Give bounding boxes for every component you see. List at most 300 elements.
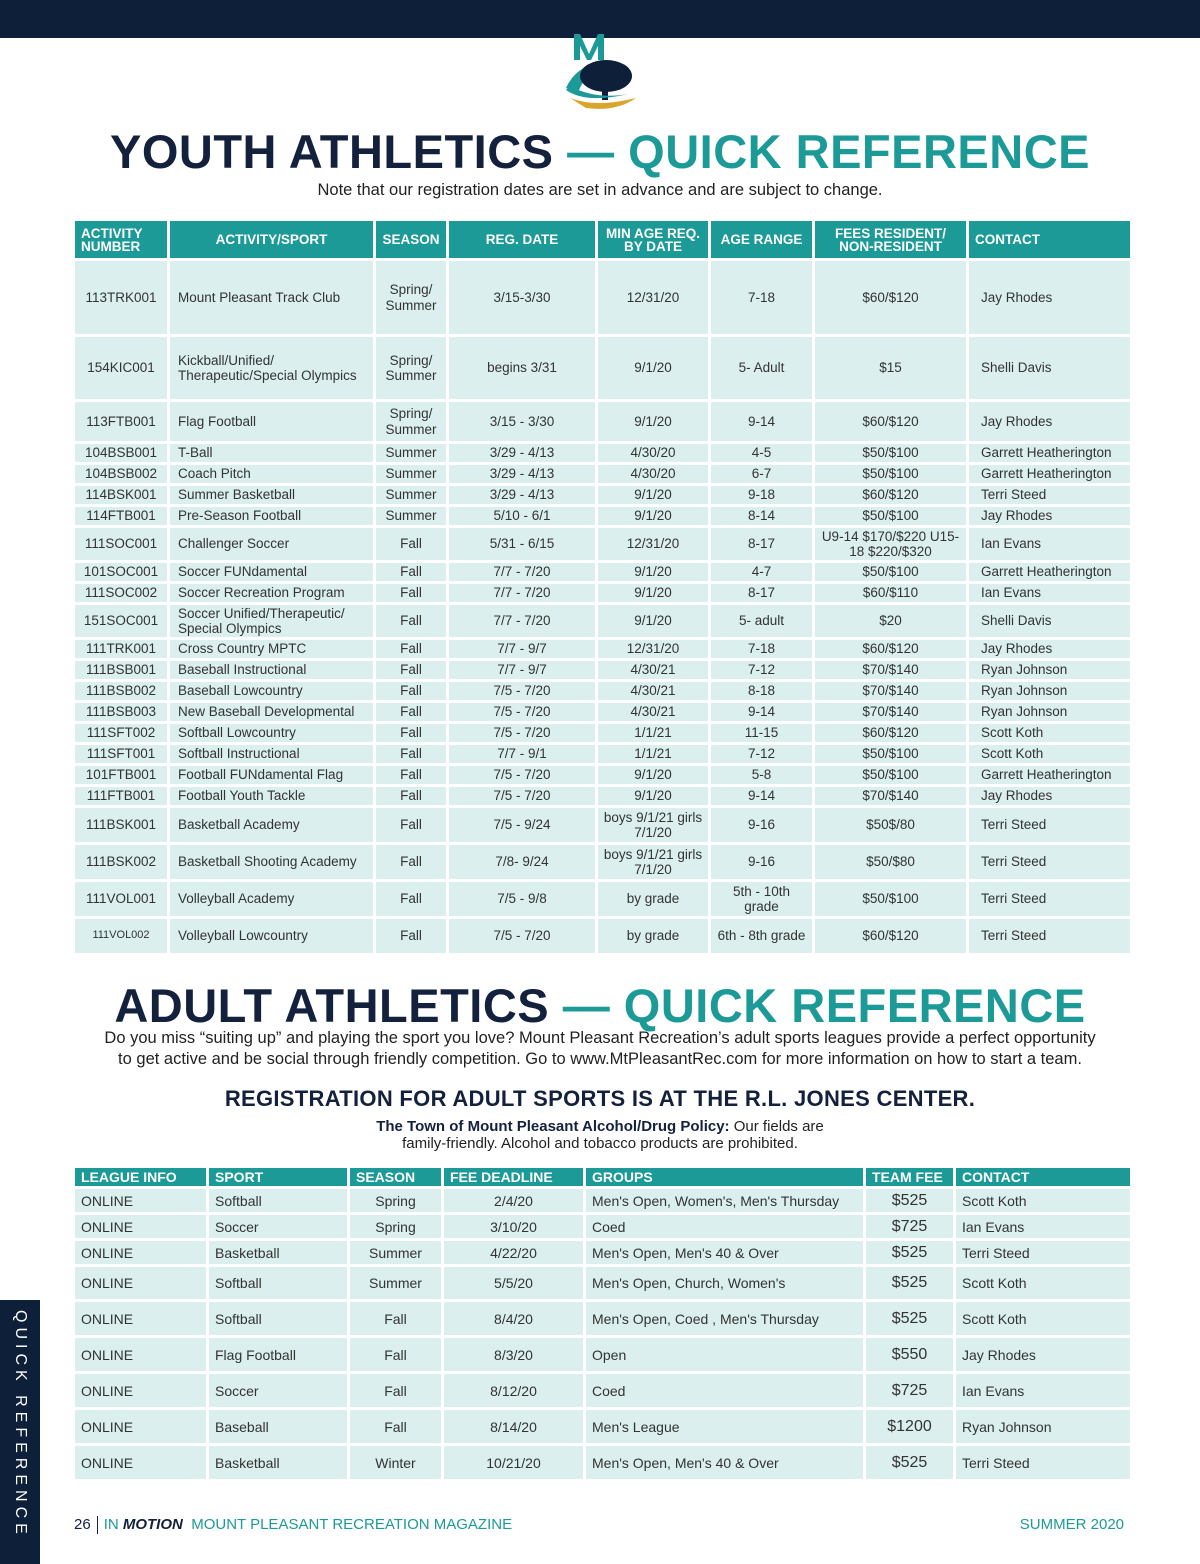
cell-fees: $60/$120 [815,486,966,504]
cell-fee-deadline: 4/22/20 [444,1241,583,1264]
cell-activity-number: 113FTB001 [75,402,167,441]
cell-contact: Ryan Johnson [956,1410,1130,1443]
cell-age-range: 5th - 10th grade [711,882,812,916]
cell-fee-deadline: 8/14/20 [444,1410,583,1443]
table-row [75,1215,1130,1238]
cell-min-age: boys 9/1/21 girls 7/1/20 [598,845,708,879]
cell-season: Fall [350,1302,441,1335]
cell-min-age: boys 9/1/21 girls 7/1/20 [598,808,708,842]
cell-min-age: 4/30/21 [598,703,708,721]
cell-activity-number: 111SFT001 [75,745,167,763]
cell-season: Spring/ Summer [376,261,446,334]
cell-sport: Softball [209,1189,347,1212]
cell-fees: $50/$100 [815,745,966,763]
cell-league-info: ONLINE [75,1215,206,1238]
cell-activity-number: 113TRK001 [75,261,167,334]
cell-reg-date: 7/7 - 9/1 [449,745,595,763]
table-row [75,640,1130,658]
cell-reg-date: 7/7 - 9/7 [449,661,595,679]
cell-reg-date: 7/7 - 7/20 [449,563,595,581]
cell-fees: $60/$120 [815,402,966,441]
cell-fees: $50/$100 [815,465,966,483]
cell-min-age: 9/1/20 [598,787,708,805]
table-row [75,1189,1130,1212]
cell-reg-date: 5/31 - 6/15 [449,528,595,560]
cell-contact: Scott Koth [956,1189,1130,1212]
cell-activity-sport: Volleyball Lowcountry [170,919,373,953]
cell-reg-date: 7/5 - 7/20 [449,703,595,721]
cell-fees: $50/$80 [815,845,966,879]
cell-fees: $50/$100 [815,563,966,581]
cell-reg-date: 7/5 - 9/8 [449,882,595,916]
cell-activity-number: 111BSB001 [75,661,167,679]
col-team-fee: TEAM FEE [866,1168,953,1186]
col-league-info: LEAGUE INFO [75,1168,206,1186]
cell-team-fee: $1200 [866,1410,953,1443]
cell-activity-number: 111SFT002 [75,724,167,742]
cell-activity-sport: Basketball Academy [170,808,373,842]
cell-contact: Jay Rhodes [969,402,1130,441]
cell-fee-deadline: 3/10/20 [444,1215,583,1238]
cell-reg-date: begins 3/31 [449,337,595,399]
youth-table [72,218,1133,956]
cell-reg-date: 3/15-3/30 [449,261,595,334]
cell-groups: Men's League [586,1410,863,1443]
cell-reg-date: 3/29 - 4/13 [449,486,595,504]
cell-contact: Ryan Johnson [969,703,1130,721]
cell-activity-sport: Baseball Instructional [170,661,373,679]
cell-fees: $70/$140 [815,682,966,700]
cell-activity-sport: Baseball Lowcountry [170,682,373,700]
cell-contact: Terri Steed [969,845,1130,879]
cell-contact: Scott Koth [956,1302,1130,1335]
cell-fees: $50/$100 [815,444,966,462]
cell-min-age: 9/1/20 [598,563,708,581]
cell-season: Fall [376,845,446,879]
cell-team-fee: $725 [866,1374,953,1407]
cell-league-info: ONLINE [75,1374,206,1407]
cell-min-age: 4/30/20 [598,444,708,462]
adult-intro [0,1028,1200,1070]
cell-activity-number: 111SOC001 [75,528,167,560]
footer-issue: SUMMER 2020 [1019,1516,1124,1533]
cell-contact: Terri Steed [969,808,1130,842]
cell-sport: Softball [209,1302,347,1335]
cell-contact: Jay Rhodes [969,787,1130,805]
table-row [75,507,1130,525]
cell-contact: Shelli Davis [969,605,1130,637]
cell-season: Fall [376,605,446,637]
cell-groups: Coed [586,1215,863,1238]
cell-age-range: 9-14 [711,703,812,721]
cell-fees: $50/$100 [815,882,966,916]
table-row [75,584,1130,602]
footer-motion: MOTION [122,1516,183,1533]
cell-age-range: 8-17 [711,584,812,602]
col-contact: CONTACT [969,221,1130,258]
cell-contact: Shelli Davis [969,337,1130,399]
cell-min-age: 4/30/21 [598,682,708,700]
table-row [75,337,1130,399]
col-activity-number: ACTIVITY NUMBER [75,221,167,258]
cell-contact: Ian Evans [956,1374,1130,1407]
col-season: SEASON [350,1168,441,1186]
col-reg-date: REG. DATE [449,221,595,258]
table-row [75,1267,1130,1299]
cell-fee-deadline: 8/4/20 [444,1302,583,1335]
table-row [75,528,1130,560]
cell-season: Fall [376,724,446,742]
cell-groups: Men's Open, Coed , Men's Thursday [586,1302,863,1335]
table-row [75,1338,1130,1371]
cell-season: Fall [350,1374,441,1407]
cell-season: Spring/ Summer [376,337,446,399]
cell-min-age: 9/1/20 [598,605,708,637]
cell-contact: Jay Rhodes [956,1338,1130,1371]
cell-season: Summer [376,486,446,504]
policy-text-2: family-friendly. Alcohol and tobacco products are prohibited. [402,1135,798,1152]
table-row [75,919,1130,953]
cell-activity-number: 111VOL001 [75,882,167,916]
cell-season: Fall [376,882,446,916]
table-row [75,1374,1130,1407]
table-row [75,1410,1130,1443]
cell-sport: Softball [209,1267,347,1299]
cell-age-range: 9-16 [711,845,812,879]
cell-sport: Basketball [209,1241,347,1264]
cell-activity-number: 111BSB002 [75,682,167,700]
cell-sport: Basketball [209,1446,347,1479]
col-fees: FEES RESIDENT/ NON-RESIDENT [815,221,966,258]
cell-sport: Baseball [209,1410,347,1443]
cell-age-range: 8-18 [711,682,812,700]
cell-season: Summer [376,444,446,462]
cell-activity-sport: Kickball/Unified/ Therapeutic/Special Olympics [170,337,373,399]
table-row [75,1302,1130,1335]
cell-season: Spring/ Summer [376,402,446,441]
cell-contact: Terri Steed [956,1241,1130,1264]
cell-min-age: 12/31/20 [598,261,708,334]
cell-season: Fall [376,528,446,560]
cell-fees: $70/$140 [815,787,966,805]
table-row [75,486,1130,504]
table-row [75,661,1130,679]
cell-contact: Garrett Heatherington [969,563,1130,581]
cell-contact: Garrett Heatherington [969,465,1130,483]
col-season: SEASON [376,221,446,258]
cell-season: Fall [376,682,446,700]
cell-fees: $60/$110 [815,584,966,602]
cell-activity-sport: Mount Pleasant Track Club [170,261,373,334]
cell-min-age: by grade [598,882,708,916]
cell-sport: Flag Football [209,1338,347,1371]
table-row [75,682,1130,700]
cell-fees: $20 [815,605,966,637]
side-tab-label: QUICK REFERENCE [12,1310,29,1539]
cell-season: Fall [350,1338,441,1371]
page-number: 26 [74,1516,91,1533]
cell-activity-number: 111SOC002 [75,584,167,602]
cell-min-age: 12/31/20 [598,528,708,560]
cell-groups: Men's Open, Men's 40 & Over [586,1446,863,1479]
cell-contact: Ian Evans [969,584,1130,602]
cell-activity-number: 154KIC001 [75,337,167,399]
cell-age-range: 7-12 [711,745,812,763]
cell-min-age: 1/1/21 [598,724,708,742]
col-sport: SPORT [209,1168,347,1186]
table-row [75,882,1130,916]
table-row [75,1241,1130,1264]
cell-activity-sport: Soccer FUNdamental [170,563,373,581]
cell-fee-deadline: 8/3/20 [444,1338,583,1371]
table-row [75,766,1130,784]
cell-groups: Men's Open, Men's 40 & Over [586,1241,863,1264]
cell-season: Fall [376,640,446,658]
cell-contact: Ian Evans [956,1215,1130,1238]
adult-intro-line2: to get active and be social through friendly competition. Go to www.MtPleasantRec.com for more information on how to start a team. [118,1050,1082,1068]
table-row [75,787,1130,805]
cell-reg-date: 7/8- 9/24 [449,845,595,879]
cell-contact: Terri Steed [969,919,1130,953]
cell-fee-deadline: 2/4/20 [444,1189,583,1212]
cell-reg-date: 7/5 - 7/20 [449,682,595,700]
cell-activity-sport: Coach Pitch [170,465,373,483]
cell-fees: $60/$120 [815,640,966,658]
cell-reg-date: 5/10 - 6/1 [449,507,595,525]
cell-contact: Scott Koth [956,1267,1130,1299]
cell-min-age: 9/1/20 [598,486,708,504]
adult-table [72,1165,1133,1482]
cell-season: Fall [350,1410,441,1443]
cell-activity-number: 111TRK001 [75,640,167,658]
cell-season: Fall [376,703,446,721]
cell-reg-date: 7/5 - 7/20 [449,919,595,953]
table-row [75,703,1130,721]
cell-reg-date: 7/5 - 7/20 [449,724,595,742]
cell-team-fee: $725 [866,1215,953,1238]
cell-activity-sport: T-Ball [170,444,373,462]
cell-reg-date: 3/15 - 3/30 [449,402,595,441]
cell-fees: $60/$120 [815,724,966,742]
cell-age-range: 9-18 [711,486,812,504]
table-row [75,563,1130,581]
cell-min-age: 1/1/21 [598,745,708,763]
cell-season: Winter [350,1446,441,1479]
cell-activity-sport: Flag Football [170,402,373,441]
cell-min-age: 9/1/20 [598,402,708,441]
cell-age-range: 5-8 [711,766,812,784]
cell-activity-number: 111BSK002 [75,845,167,879]
cell-season: Summer [376,465,446,483]
cell-season: Fall [376,563,446,581]
col-contact: CONTACT [956,1168,1130,1186]
footer-in: IN [103,1516,119,1533]
cell-contact: Jay Rhodes [969,507,1130,525]
table-row [75,444,1130,462]
cell-min-age: 4/30/20 [598,465,708,483]
table-row [75,465,1130,483]
cell-contact: Terri Steed [969,486,1130,504]
cell-season: Fall [376,766,446,784]
cell-fees: $70/$140 [815,661,966,679]
cell-season: Fall [376,808,446,842]
cell-activity-number: 151SOC001 [75,605,167,637]
cell-activity-sport: Volleyball Academy [170,882,373,916]
cell-contact: Terri Steed [969,882,1130,916]
cell-season: Fall [376,919,446,953]
cell-fees: U9-14 $170/$220 U15-18 $220/$320 [815,528,966,560]
cell-min-age: 12/31/20 [598,640,708,658]
cell-age-range: 9-14 [711,402,812,441]
cell-groups: Men's Open, Women's, Men's Thursday [586,1189,863,1212]
cell-age-range: 6th - 8th grade [711,919,812,953]
cell-fees: $60/$120 [815,919,966,953]
cell-league-info: ONLINE [75,1410,206,1443]
cell-reg-date: 3/29 - 4/13 [449,465,595,483]
cell-season: Fall [376,584,446,602]
cell-age-range: 9-16 [711,808,812,842]
cell-activity-number: 104BSB002 [75,465,167,483]
cell-activity-sport: New Baseball Developmental [170,703,373,721]
cell-contact: Terri Steed [956,1446,1130,1479]
cell-fee-deadline: 5/5/20 [444,1267,583,1299]
cell-contact: Scott Koth [969,745,1130,763]
cell-fees: $15 [815,337,966,399]
cell-league-info: ONLINE [75,1267,206,1299]
side-tab [0,1300,40,1564]
cell-reg-date: 7/7 - 9/7 [449,640,595,658]
policy-text-1: Our fields are [733,1118,824,1135]
cell-league-info: ONLINE [75,1189,206,1212]
cell-season: Fall [376,661,446,679]
col-age-range: AGE RANGE [711,221,812,258]
cell-team-fee: $525 [866,1302,953,1335]
cell-activity-sport: Pre-Season Football [170,507,373,525]
footer-magazine: MOUNT PLEASANT RECREATION MAGAZINE [191,1516,513,1533]
cell-min-age: by grade [598,919,708,953]
cell-contact: Ryan Johnson [969,682,1130,700]
cell-activity-number: 111BSK001 [75,808,167,842]
cell-season: Spring [350,1215,441,1238]
cell-fees: $60/$120 [815,261,966,334]
cell-age-range: 6-7 [711,465,812,483]
cell-reg-date: 7/5 - 9/24 [449,808,595,842]
cell-age-range: 7-18 [711,261,812,334]
cell-team-fee: $525 [866,1189,953,1212]
cell-contact: Ryan Johnson [969,661,1130,679]
cell-activity-number: 111BSB003 [75,703,167,721]
cell-activity-sport: Football FUNdamental Flag [170,766,373,784]
cell-activity-number: 101FTB001 [75,766,167,784]
cell-sport: Soccer [209,1215,347,1238]
col-activity-sport: ACTIVITY/SPORT [170,221,373,258]
cell-min-age: 9/1/20 [598,584,708,602]
cell-min-age: 4/30/21 [598,661,708,679]
col-fee-deadline: FEE DEADLINE [444,1168,583,1186]
table-row [75,1446,1130,1479]
cell-sport: Soccer [209,1374,347,1407]
youth-note: Note that our registration dates are set in advance and are subject to change. [317,181,883,199]
cell-season: Summer [350,1267,441,1299]
table-row [75,605,1130,637]
cell-fees: $70/$140 [815,703,966,721]
cell-age-range: 8-17 [711,528,812,560]
alcohol-policy [0,1118,1200,1152]
cell-season: Spring [350,1189,441,1212]
table-row [75,808,1130,842]
cell-groups: Coed [586,1374,863,1407]
cell-league-info: ONLINE [75,1302,206,1335]
cell-contact: Garrett Heatherington [969,444,1130,462]
cell-fee-deadline: 8/12/20 [444,1374,583,1407]
cell-season: Summer [376,507,446,525]
cell-team-fee: $550 [866,1338,953,1371]
cell-activity-sport: Soccer Recreation Program [170,584,373,602]
cell-groups: Men's Open, Church, Women's [586,1267,863,1299]
cell-age-range: 7-18 [711,640,812,658]
cell-activity-sport: Cross Country MPTC [170,640,373,658]
cell-reg-date: 3/29 - 4/13 [449,444,595,462]
cell-activity-number: 114FTB001 [75,507,167,525]
cell-age-range: 11-15 [711,724,812,742]
cell-age-range: 7-12 [711,661,812,679]
cell-reg-date: 7/5 - 7/20 [449,787,595,805]
cell-min-age: 9/1/20 [598,766,708,784]
cell-team-fee: $525 [866,1446,953,1479]
cell-fees: $50/$100 [815,766,966,784]
cell-league-info: ONLINE [75,1241,206,1264]
footer-divider [97,1516,98,1534]
cell-contact: Scott Koth [969,724,1130,742]
cell-age-range: 5- Adult [711,337,812,399]
cell-reg-date: 7/7 - 7/20 [449,605,595,637]
cell-team-fee: $525 [866,1241,953,1264]
cell-min-age: 9/1/20 [598,337,708,399]
cell-season: Summer [350,1241,441,1264]
cell-contact: Jay Rhodes [969,640,1130,658]
cell-fees: $50$/80 [815,808,966,842]
table-row [75,745,1130,763]
cell-activity-number: 111FTB001 [75,787,167,805]
cell-min-age: 9/1/20 [598,507,708,525]
adult-title: ADULT ATHLETICS — QUICK REFERENCE [114,979,1086,1032]
cell-activity-sport: Summer Basketball [170,486,373,504]
cell-reg-date: 7/5 - 7/20 [449,766,595,784]
cell-activity-number: 114BSK001 [75,486,167,504]
col-groups: GROUPS [586,1168,863,1186]
cell-contact: Jay Rhodes [969,261,1130,334]
cell-activity-number: 101SOC001 [75,563,167,581]
cell-activity-sport: Football Youth Tackle [170,787,373,805]
adult-intro-line1: Do you miss “suiting up” and playing the sport you love? Mount Pleasant Recreation’s adult sports leagues provide a perfect opportunity [104,1029,1096,1047]
cell-groups: Open [586,1338,863,1371]
cell-season: Fall [376,787,446,805]
cell-activity-sport: Softball Instructional [170,745,373,763]
cell-contact: Ian Evans [969,528,1130,560]
cell-team-fee: $525 [866,1267,953,1299]
cell-age-range: 4-5 [711,444,812,462]
cell-activity-sport: Soccer Unified/Therapeutic/ Special Olympics [170,605,373,637]
cell-contact: Garrett Heatherington [969,766,1130,784]
cell-activity-number: 111VOL002 [75,919,167,953]
cell-age-range: 8-14 [711,507,812,525]
cell-age-range: 4-7 [711,563,812,581]
table-row [75,724,1130,742]
cell-activity-sport: Basketball Shooting Academy [170,845,373,879]
cell-fee-deadline: 10/21/20 [444,1446,583,1479]
cell-league-info: ONLINE [75,1446,206,1479]
cell-age-range: 9-14 [711,787,812,805]
